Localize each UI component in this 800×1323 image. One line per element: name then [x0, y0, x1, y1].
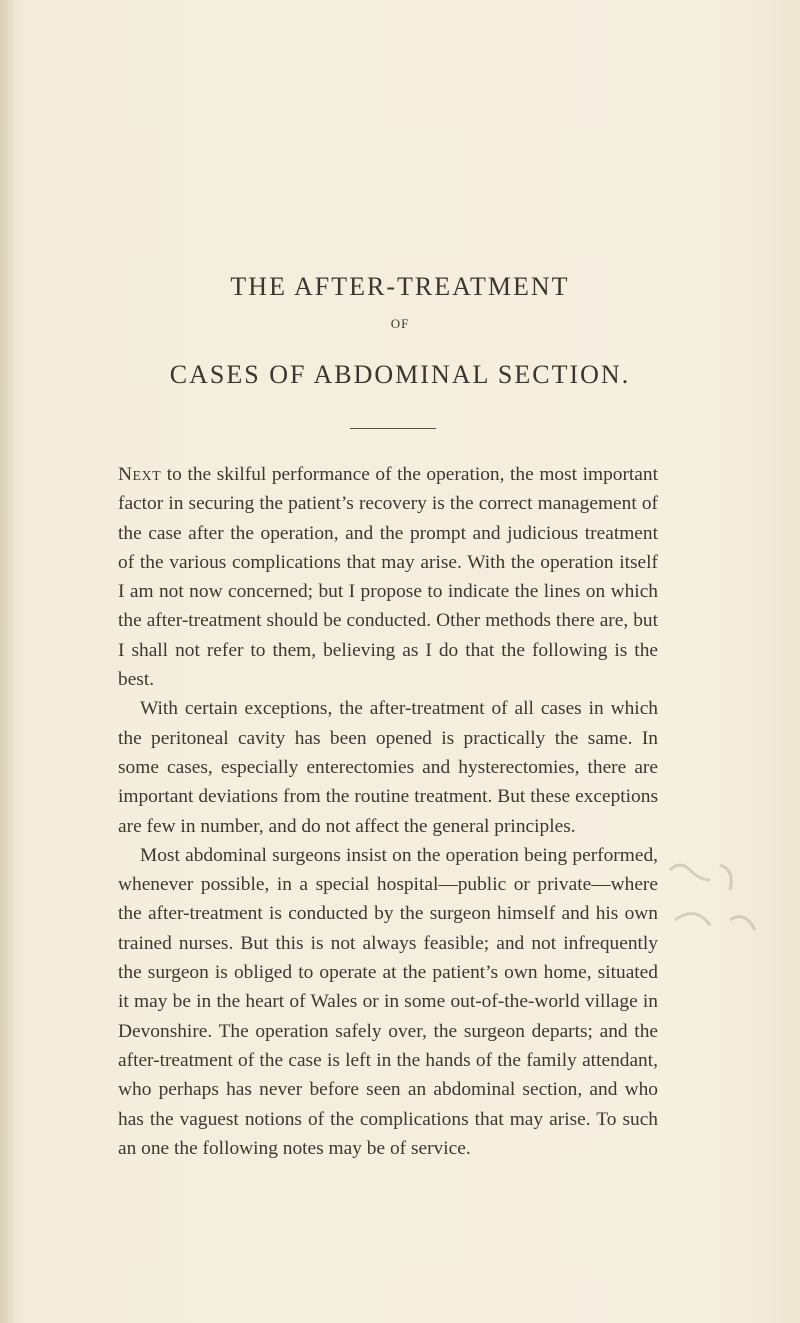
- body-text: [118, 460, 658, 1163]
- chapter-subtitle: CASES OF ABDOMINAL SECTION.: [169, 360, 631, 389]
- paragraph-lead-word: Next: [118, 464, 162, 485]
- chapter-title: THE AFTER-TREATMENT: [230, 272, 570, 301]
- page-binding-edge: [0, 0, 14, 1323]
- show-through-ink-mark: [660, 850, 780, 970]
- paragraph-3: Most abdominal surgeons insist on the operation being performed, whenever possible, in a special hospital—public or private—where the after-treatment is conducted by the surgeon himself and his own trained nurses. But this is not always feasible; and not infrequently the surgeon is obliged to operate at the patient’s own home, situated it may be in the heart of Wales or in some out-of-the-world village in Devonshire. The operation safely over, the surgeon departs; and the after-treatment of the case is left in the hands of the family attendant, who perhaps has never before seen an abdominal section, and who has the vaguest notions of the complications that may arise. To such an one the following notes may be of service.: [118, 844, 658, 1159]
- paragraph-2: With certain exceptions, the after-treatment of all cases in which the peritoneal cavity has been opened is practically the same. In some cases, especially enterectomies and hysterectomies, there are important deviations from the routine treatment. But these exceptions are few in number, and do not affect the general principles.: [118, 698, 658, 837]
- title-divider: [350, 428, 436, 429]
- paragraph-1: [118, 460, 658, 694]
- title-connector: OF: [390, 316, 410, 331]
- paragraph-1-text: to the skilful performance of the operation, the most important factor in securing the patient’s recovery is the correct management of the case after the operation, and the prompt and judicious treatment of the various complications that may arise. With the operation itself I am not now concerned; but I propose to indicate the lines on which the after-treatment should be conducted. Other methods there are, but I shall not refer to them, believing as I do that the following is the best.: [118, 464, 658, 691]
